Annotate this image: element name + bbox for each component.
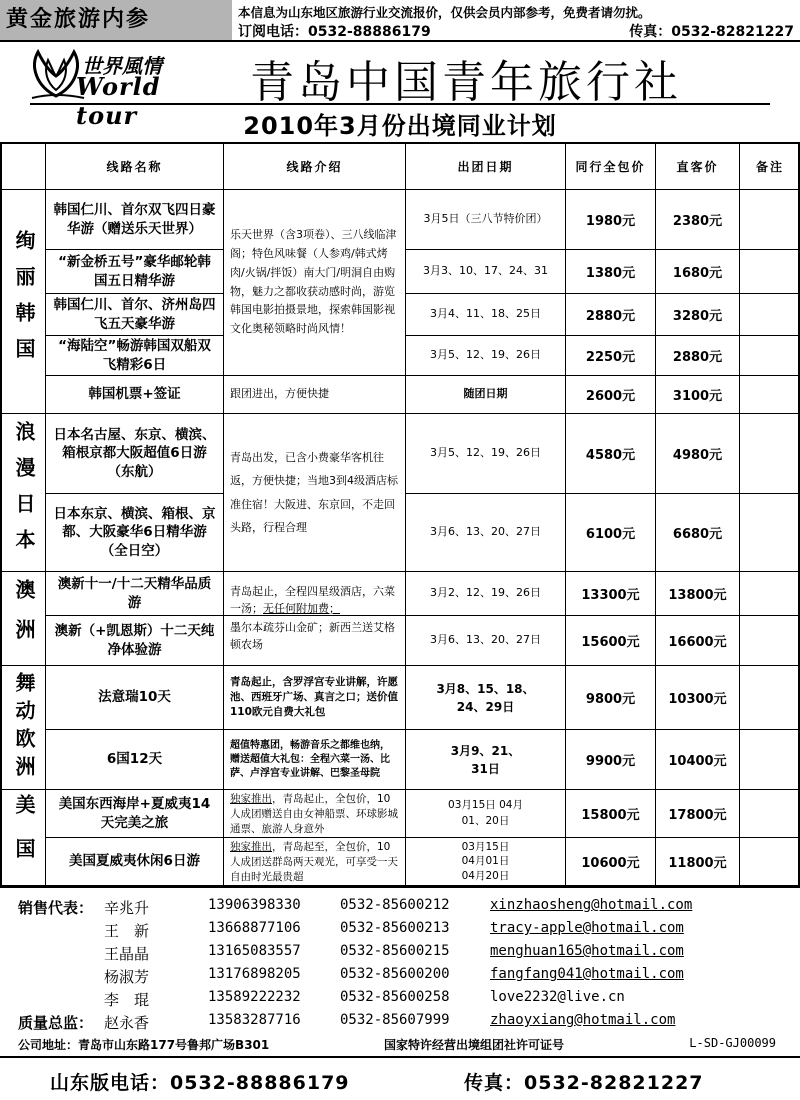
departure-date: 3月9、21、31日 [406, 730, 566, 790]
route-intro-text: ，青岛起至，全包价，10人成团送群岛两天观光，可享受一天自由时光最贵超 [230, 841, 398, 884]
route-name: 美国东西海岸+夏威夷14天完美之旅 [46, 790, 224, 838]
route-name: 日本东京、横滨、箱根、京都、大阪豪华6日精华游（全日空） [46, 494, 224, 572]
peer-price: 15800元 [566, 790, 656, 838]
route-name: 韩国仁川、首尔双飞四日豪华游（赠送乐天世界） [46, 190, 224, 250]
remarks-cell [740, 572, 800, 616]
direct-price: 16600元 [656, 616, 740, 666]
remarks-cell [740, 494, 800, 572]
peer-price: 9900元 [566, 730, 656, 790]
subscribe-phone: 订阅电话：0532-88886179 [238, 24, 431, 40]
route-name: 澳新（+凯恩斯）十二天纯净体验游 [46, 616, 224, 666]
direct-price: 17800元 [656, 790, 740, 838]
contact-name: 辛兆升 [104, 899, 150, 917]
bottom-fax: 传真：0532-82821227 [464, 1072, 704, 1094]
peer-price: 13300元 [566, 572, 656, 616]
route-name: 澳新十一/十二天精华品质游 [46, 572, 224, 616]
route-intro: 青岛出发，已含小费豪华客机往返，方便快捷；当地3到4级酒店标准住宿！大阪进、东京回，不走回头路，行程合理 [224, 414, 406, 572]
route-name: “海陆空”畅游韩国双船双飞精彩6日 [46, 336, 224, 376]
direct-price: 3280元 [656, 294, 740, 336]
peer-price: 1980元 [566, 190, 656, 250]
remarks-cell [740, 190, 800, 250]
departure-date: 3月2、12、19、26日 [406, 572, 566, 616]
remarks-cell [740, 616, 800, 666]
route-name: 6国12天 [46, 730, 224, 790]
remarks-cell [740, 250, 800, 294]
remarks-cell [740, 838, 800, 886]
route-name: 韩国仁川、首尔、济州岛四飞五天豪华游 [46, 294, 224, 336]
contact-mobile: 13583287716 [208, 1012, 301, 1028]
route-intro-text: ，青岛起止，全包价，10人成团赠送自由女神船票、环球影城通票、旅游人身意外 [230, 793, 398, 836]
contact-tel: 0532-85600258 [340, 989, 450, 1005]
header-region [2, 144, 46, 190]
header-peer-price: 同行全包价 [566, 144, 656, 190]
remarks-cell [740, 666, 800, 730]
contact-name: 李 琨 [104, 991, 150, 1009]
direct-price: 1680元 [656, 250, 740, 294]
route-intro-highlight: 独家推出 [230, 793, 272, 805]
peer-price: 6100元 [566, 494, 656, 572]
peer-price: 10600元 [566, 838, 656, 886]
remarks-cell [740, 730, 800, 790]
remarks-cell [740, 414, 800, 494]
contact-mobile: 13176898205 [208, 966, 301, 982]
company-address-line [18, 1036, 788, 1053]
route-intro [224, 790, 406, 838]
header-route-intro: 线路介绍 [224, 144, 406, 190]
route-intro-highlight: 无任何附加费； [263, 601, 340, 615]
contact-name: 王 新 [104, 922, 150, 940]
direct-price: 10400元 [656, 730, 740, 790]
route-intro: 青岛起止，含罗浮宫专业讲解，许愿池、西班牙广场、真言之口；送价值110欧元自费大礼包 [224, 666, 406, 730]
itinerary-table [0, 142, 800, 888]
direct-price: 4980元 [656, 414, 740, 494]
peer-price: 2880元 [566, 294, 656, 336]
company-address: 公司地址：青岛市山东路177号鲁邦广场B301 [18, 1038, 270, 1052]
route-intro-text: 青岛起止，全程四星级酒店，六菜一汤； [230, 585, 395, 615]
route-intro [224, 572, 406, 616]
world-tour-logo [26, 46, 226, 130]
contact-tel: 0532-85600213 [340, 920, 450, 936]
remarks-cell [740, 336, 800, 376]
route-intro: 墨尔本疏芬山金矿；新西兰送艾格顿农场 [224, 616, 406, 666]
shandong-phone: 山东版电话：0532-88886179 [50, 1072, 350, 1094]
contact-email[interactable]: fangfang041@hotmail.com [490, 966, 684, 982]
route-name: 美国夏威夷休闲6日游 [46, 838, 224, 886]
divider [0, 1056, 800, 1058]
route-intro-highlight: 独家推出 [230, 841, 272, 853]
member-notice: 本信息为山东地区旅游行业交流报价，仅供会员内部参考，免费者请勿扰。 [238, 5, 651, 20]
direct-price: 2880元 [656, 336, 740, 376]
contact-tel: 0532-85600215 [340, 943, 450, 959]
departure-date: 03月15日 04月01、20日 [406, 790, 566, 838]
direct-price: 3100元 [656, 376, 740, 414]
direct-price: 11800元 [656, 838, 740, 886]
contact-name: 赵永香 [104, 1014, 150, 1032]
departure-date: 3月8、15、18、24、29日 [406, 666, 566, 730]
contact-email[interactable]: tracy-apple@hotmail.com [490, 920, 684, 936]
departure-date: 03月15日 04月01日 04月20日 [406, 838, 566, 886]
remarks-cell [740, 790, 800, 838]
contact-email[interactable]: zhaoyxiang@hotmail.com [490, 1012, 676, 1028]
logo-chinese: 世界風情 [82, 54, 162, 78]
peer-price: 9800元 [566, 666, 656, 730]
peer-price: 1380元 [566, 250, 656, 294]
contact-mobile: 13165083557 [208, 943, 301, 959]
contact-tel: 0532-85600212 [340, 897, 450, 913]
agency-name: 青岛中国青年旅行社 [250, 57, 682, 108]
quality-label: 质量总监： [18, 1014, 94, 1032]
contact-email[interactable]: menghuan165@hotmail.com [490, 943, 684, 959]
region-australia: 澳洲 [2, 572, 46, 666]
departure-date: 3月6、13、20、27日 [406, 494, 566, 572]
direct-price: 6680元 [656, 494, 740, 572]
direct-price: 13800元 [656, 572, 740, 616]
route-intro: 超值特惠团，畅游音乐之都维也纳，赠送超值大礼包：全程六菜一汤、比萨、卢浮宫专业讲解、巴黎圣母院 [224, 730, 406, 790]
departure-date: 3月5、12、19、26日 [406, 414, 566, 494]
divider [30, 103, 770, 105]
region-korea: 绚丽韩国 [2, 190, 46, 414]
departure-date: 3月3、10、17、24、31 [406, 250, 566, 294]
route-name: “新金桥五号”豪华邮轮韩国五日精华游 [46, 250, 224, 294]
route-name: 日本名古屋、东京、横滨、箱根京都大阪超值6日游（东航） [46, 414, 224, 494]
plan-title: 2010年3月份出境同业计划 [243, 112, 557, 140]
contact-name: 杨淑芳 [104, 968, 150, 986]
route-intro: 跟团进出，方便快捷 [224, 376, 406, 414]
contact-email[interactable]: xinzhaosheng@hotmail.com [490, 897, 693, 913]
publication-brand: 黄金旅游内参 [0, 0, 232, 40]
route-intro [224, 838, 406, 886]
banner-fax: 传真：0532-82821227 [629, 24, 794, 40]
route-name: 韩国机票+签证 [46, 376, 224, 414]
departure-date: 3月5、12、19、26日 [406, 336, 566, 376]
header-departure-date: 出团日期 [406, 144, 566, 190]
contact-tel: 0532-85607999 [340, 1012, 450, 1028]
direct-price: 2380元 [656, 190, 740, 250]
license-label: 国家特许经营出境组团社许可证号 [384, 1038, 565, 1052]
license-number: L-SD-GJ00099 [689, 1036, 776, 1050]
region-europe: 舞动欧洲 [2, 666, 46, 790]
top-banner [0, 0, 800, 42]
contact-email[interactable]: love2232@live.cn [490, 989, 625, 1005]
contact-mobile: 13906398330 [208, 897, 301, 913]
contact-mobile: 13668877106 [208, 920, 301, 936]
header-direct-price: 直客价 [656, 144, 740, 190]
contact-mobile: 13589222232 [208, 989, 301, 1005]
departure-date: 随团日期 [406, 376, 566, 414]
region-japan: 浪漫日本 [2, 414, 46, 572]
peer-price: 4580元 [566, 414, 656, 494]
header-route-name: 线路名称 [46, 144, 224, 190]
departure-date: 3月5日（三八节特价团） [406, 190, 566, 250]
contact-name: 王晶晶 [104, 945, 150, 963]
banner-contact-line [238, 21, 794, 41]
sales-label: 销售代表： [18, 899, 94, 917]
direct-price: 10300元 [656, 666, 740, 730]
header-remarks: 备注 [740, 144, 800, 190]
route-name: 法意瑞10天 [46, 666, 224, 730]
peer-price: 2250元 [566, 336, 656, 376]
region-usa: 美国 [2, 790, 46, 886]
departure-date: 3月6、13、20、27日 [406, 616, 566, 666]
peer-price: 2600元 [566, 376, 656, 414]
route-intro: 乐天世界（含3项卷）、三八线临津阁；特色风味餐（人参鸡/韩式烤肉/火锅/拌饭）南大门/明洞自由购物，魅力之都收获动感时尚，游览韩国电影拍摄景地，探索韩国影视文化奥秘领略时尚风情！ [224, 190, 406, 376]
remarks-cell [740, 294, 800, 336]
remarks-cell [740, 376, 800, 414]
departure-date: 3月4、11、18、25日 [406, 294, 566, 336]
logo-english: World tour [76, 72, 161, 130]
peer-price: 15600元 [566, 616, 656, 666]
contact-tel: 0532-85600200 [340, 966, 450, 982]
